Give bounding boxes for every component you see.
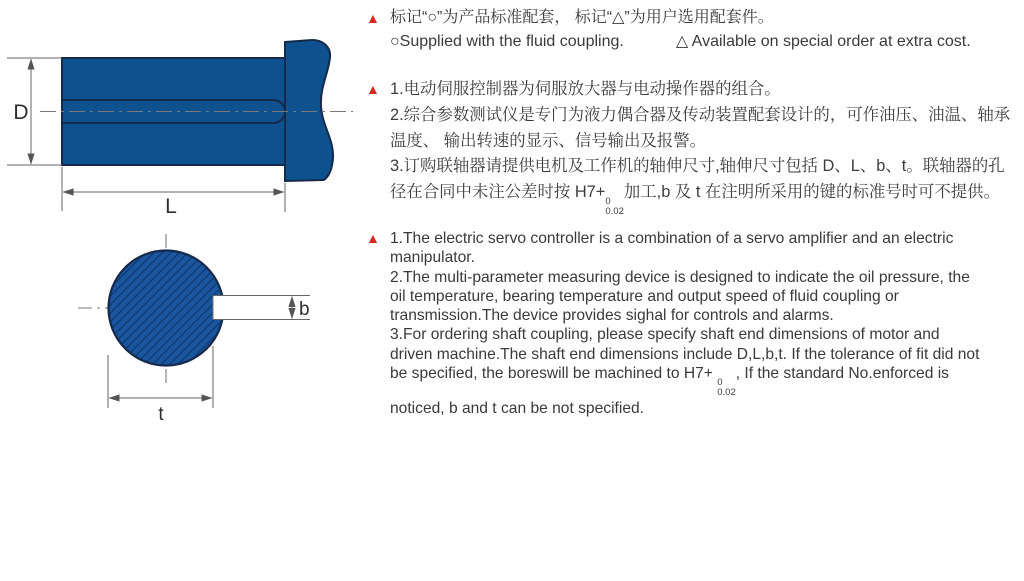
machine-body-break — [285, 40, 333, 181]
en-item3-line3-pre: be specified, the boreswill be machined to H7+ — [390, 365, 718, 383]
legend-en-supplied: ○Supplied with the fluid coupling. — [390, 33, 624, 50]
en-item3-line2: driven machine.The shaft end dimensions include D,L,b,t. If the tolerance of fit did not — [390, 345, 980, 363]
dimension-label-t: t — [158, 404, 164, 425]
zh-item3-line2-pre: 径在合同中未注公差时按 H7+ — [390, 183, 606, 202]
zh-item2-line2: 温度、 输出转速的显示、信号输出及报警。 — [390, 131, 706, 150]
tolerance-sup: 0 — [605, 196, 611, 208]
triangle-marker-icon: ▲ — [366, 81, 380, 97]
shaft-side-view-diagram — [0, 0, 360, 228]
en-item2-line3: transmission.The device provides sighal for controls and alarms. — [390, 307, 834, 325]
zh-item1: 1.电动伺服控制器为伺服放大器与电动操作器的组合。 — [390, 80, 781, 98]
zh-item3-line2 — [390, 180, 1010, 218]
tolerance-stack — [605, 197, 624, 218]
en-item1-line2: manipulator. — [390, 249, 475, 267]
note-block-english — [366, 229, 979, 418]
legend-en-optional: △ Available on special order at extra cost. — [675, 33, 971, 50]
en-item3-line1: 3.For ordering shaft coupling, please specify shaft end dimensions of motor and — [390, 326, 940, 344]
en-item3-line4: noticed, b and t can be not specified. — [390, 399, 645, 417]
legend-en — [390, 30, 971, 54]
note-block-legend — [366, 6, 971, 54]
dimension-label-b: b — [299, 299, 310, 320]
en-item2-line1: 2.The multi-parameter measuring device is designed to indicate the oil pressure, the — [390, 268, 970, 286]
triangle-marker-icon: ▲ — [366, 10, 380, 26]
tolerance-sub: 0.02 — [605, 206, 624, 218]
en-item3-line3 — [390, 364, 979, 399]
legend-zh: 标记“○”为产品标准配套， 标记“△”为用户选用配套件。 — [390, 9, 774, 26]
en-item3-line3-post: , If the standard No.enforced is — [735, 365, 949, 383]
dimension-label-l: L — [165, 195, 177, 218]
tolerance-stack — [717, 378, 736, 399]
zh-item3-line1: 3.订购联轴器请提供电机及工作机的轴伸尺寸,轴伸尺寸包括 D、L、b、t。联轴器的孔 — [390, 157, 1005, 176]
en-item1-line1: 1.The electric servo controller is a combination of a servo amplifier and an electric — [390, 230, 954, 247]
shaft-section-circle — [109, 251, 224, 366]
zh-item2-line1: 2.综合参数测试仪是专门为液力偶合器及传动装置配套设计的，可作油压、油温、轴承 — [390, 105, 1011, 124]
triangle-marker-icon: ▲ — [366, 230, 380, 246]
tolerance-sub: 0.02 — [717, 387, 736, 399]
note-block-chinese — [366, 77, 1010, 218]
dimension-label-d: D — [13, 101, 29, 124]
en-item2-line2: oil temperature, bearing temperature and output speed of fluid coupling or — [390, 287, 899, 305]
tolerance-sup: 0 — [717, 377, 723, 389]
zh-item3-line2-post: 加工,b 及 t 在注明所采用的键的标准号时可不提供。 — [623, 183, 1000, 202]
shaft-section-view-diagram — [0, 228, 360, 433]
keyway-notch — [213, 296, 310, 320]
